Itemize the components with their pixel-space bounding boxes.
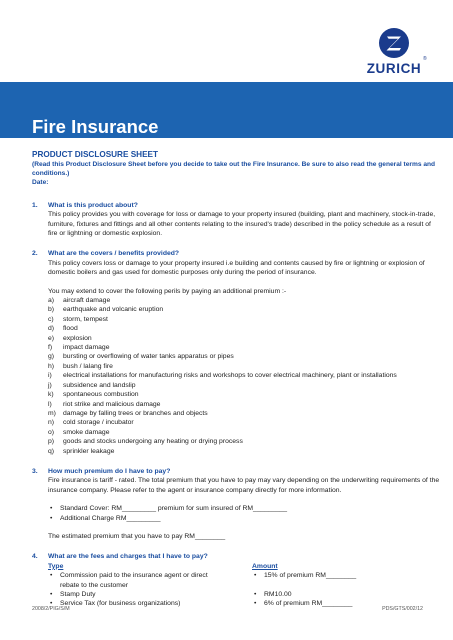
list-item: • Additional Charge RM_________ bbox=[50, 514, 161, 522]
section-question: How much premium do I have to pay? bbox=[48, 467, 171, 475]
perils-intro: You may extend to cover the following perils by paying an additional premium :- bbox=[48, 287, 287, 295]
section-question: What are the fees and charges that I have to pay? bbox=[48, 553, 208, 561]
zurich-z-icon bbox=[379, 28, 409, 58]
section-text: This policy covers loss or damage to your property insured i.e building and contents caused by fire or lightning or explosion of domestic boilers and gas used for domestic purposes only during the period of insurance. bbox=[48, 259, 425, 277]
bullet-icon: • bbox=[50, 514, 53, 522]
list-item: l) riot strike and malicious damage bbox=[48, 400, 161, 408]
section-number: 3. bbox=[32, 467, 38, 475]
section-1 bbox=[32, 201, 440, 239]
section-heading: PRODUCT DISCLOSURE SHEET bbox=[32, 150, 159, 159]
type-header: Type bbox=[48, 562, 64, 570]
list-item: f) impact damage bbox=[48, 344, 110, 352]
list-item: • Standard Cover: RM_________ premium for sum insured of RM_________ bbox=[50, 505, 288, 513]
bullet-icon: • bbox=[50, 600, 53, 608]
document-body bbox=[32, 150, 440, 609]
list-item: j) subsidence and landslip bbox=[48, 381, 136, 389]
section-number: 1. bbox=[32, 201, 38, 209]
list-item: o) smoke damage bbox=[48, 428, 110, 436]
section-3 bbox=[32, 467, 440, 541]
list-item: k) spontaneous combustion bbox=[48, 391, 139, 399]
section-text: This policy provides you with coverage for loss or damage to your property insured (building, plant and machinery, stock-in-trade, furniture, fixtures and fittings and all other contents relating to the insured's trade) described in the policy schedule as a result of fire or lightning or domestic explosion. bbox=[48, 211, 436, 237]
brand-name: ZURICH bbox=[366, 61, 422, 76]
footer-code-right: PDS/GTS/002/12 bbox=[382, 606, 423, 612]
list-item: e) explosion bbox=[48, 334, 92, 342]
perils-list bbox=[48, 296, 440, 456]
list-item: c) storm, tempest bbox=[48, 315, 108, 323]
title-banner bbox=[0, 82, 453, 138]
read-note: (Read this Product Disclosure Sheet before you decide to take out the Fire Insurance. Be sure to also read the general terms and conditions.) bbox=[32, 161, 436, 177]
amount-header: Amount bbox=[252, 562, 278, 570]
bullet-icon: • bbox=[50, 572, 53, 580]
section-number: 2. bbox=[32, 250, 38, 258]
table-row: • Service Tax (for business organizations) • 6% of premium RM________ bbox=[50, 600, 353, 608]
table-row: • Stamp Duty • RM10.00 bbox=[50, 591, 292, 598]
section-number: 4. bbox=[32, 553, 38, 561]
list-item: d) flood bbox=[48, 325, 78, 333]
bullet-icon: • bbox=[254, 572, 257, 580]
footer-code-left: 2008/2/PIG/S/M bbox=[32, 606, 70, 612]
list-item: a) aircraft damage bbox=[48, 297, 111, 305]
section-question: What are the covers / benefits provided? bbox=[48, 250, 180, 258]
list-item: g) bursting or overflowing of water tanks apparatus or pipes bbox=[48, 353, 234, 361]
section-4 bbox=[32, 552, 440, 608]
list-item: b) earthquake and volcanic eruption bbox=[48, 306, 164, 314]
bullet-icon: • bbox=[254, 591, 257, 598]
section-2 bbox=[32, 249, 440, 456]
estimated-premium: The estimated premium that you have to pay RM________ bbox=[48, 532, 226, 540]
list-item: i) electrical installations for manufacturing risks and workshops to cover electrical machinery, plant or installations bbox=[48, 372, 397, 380]
fees-table-header bbox=[48, 562, 440, 571]
page-title: Fire Insurance bbox=[32, 116, 159, 137]
list-item: h) bush / lalang fire bbox=[48, 362, 113, 370]
list-item: p) goods and stocks undergoing any heating or drying process bbox=[48, 438, 243, 446]
section-text: Fire insurance is tariff - rated. The total premium that you have to pay may vary depending on the underwriting requirements of the insurance company. Please refer to the agent or insurance company directly for more information. bbox=[48, 477, 440, 494]
bullet-icon: • bbox=[254, 600, 257, 608]
section-question: What is this product about? bbox=[48, 201, 138, 209]
registered-mark: ® bbox=[423, 56, 427, 62]
list-item: q) sprinkler leakage bbox=[48, 447, 115, 455]
list-item: m) damage by falling trees or branches and objects bbox=[48, 409, 208, 417]
date-label: Date: bbox=[32, 179, 49, 187]
bullet-icon: • bbox=[50, 505, 53, 513]
list-item: n) cold storage / incubator bbox=[48, 419, 134, 427]
bullet-icon: • bbox=[50, 591, 53, 598]
table-row: • Commission paid to the insurance agent or direct rebate to the customer • 15% of premium RM________ bbox=[50, 572, 357, 589]
